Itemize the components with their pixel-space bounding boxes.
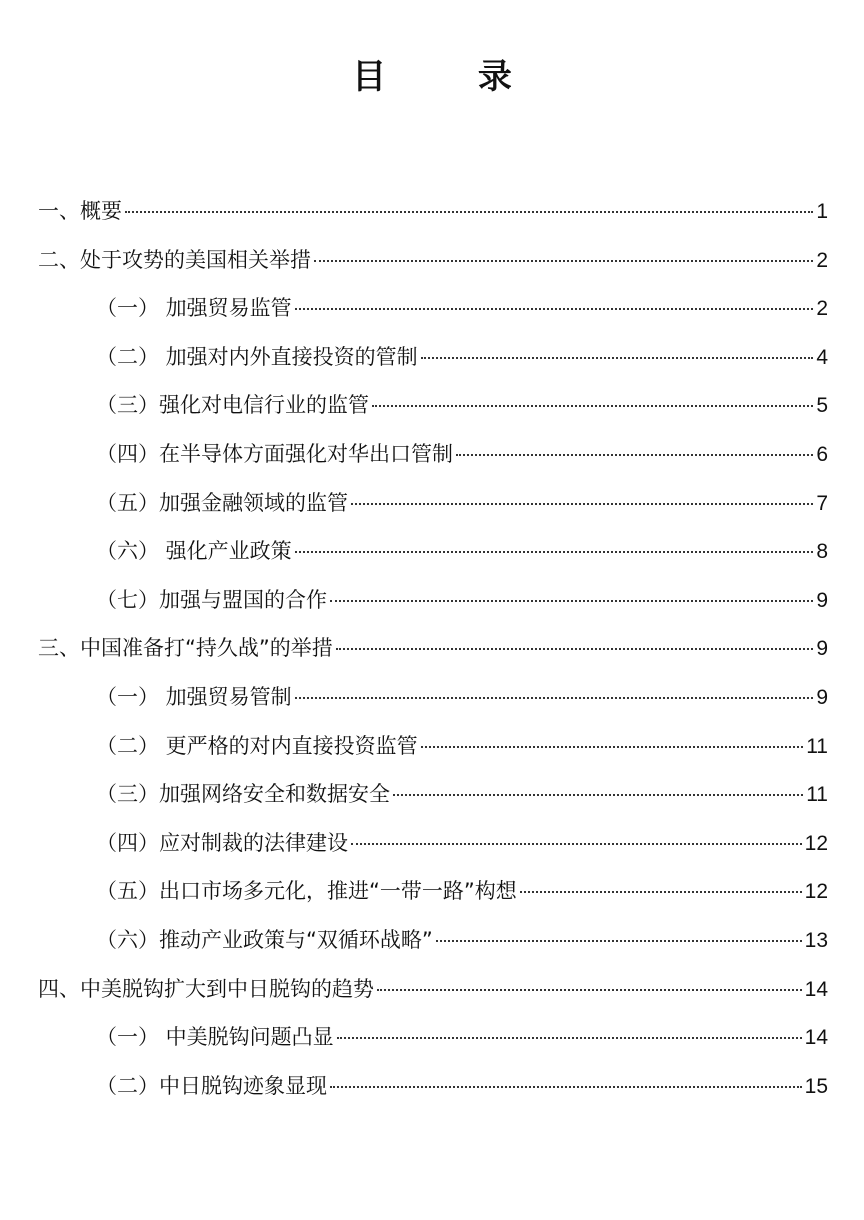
toc-entry-label: （六） 强化产业政策 — [96, 539, 292, 564]
toc-entry-page-number: 14 — [804, 1026, 828, 1050]
toc-entry-page-number: 4 — [816, 345, 828, 369]
toc-subsection-entry[interactable] — [38, 777, 828, 826]
toc-entry-page-number: 11 — [806, 734, 828, 758]
toc-entry-page-number: 5 — [816, 394, 828, 418]
toc-subsection-entry[interactable] — [38, 1020, 828, 1069]
toc-entry-label: （三）加强网络安全和数据安全 — [96, 782, 390, 807]
dot-leader — [295, 551, 814, 553]
toc-entry-label: （六）推动产业政策与“双循环战略” — [96, 927, 433, 952]
dot-leader — [337, 1037, 802, 1039]
toc-section-entry[interactable] — [38, 243, 828, 292]
toc-entry-label: （二）中日脱钩迹象显现 — [96, 1073, 327, 1098]
toc-entry-label: 四、中美脱钩扩大到中日脱钩的趋势 — [38, 976, 374, 1001]
dot-leader — [125, 211, 813, 213]
toc-subsection-entry[interactable] — [38, 486, 828, 535]
toc-subsection-entry[interactable] — [38, 923, 828, 972]
toc-entry-label: （三）强化对电信行业的监管 — [96, 393, 369, 418]
toc-subsection-entry[interactable] — [38, 874, 828, 923]
toc-entry-page-number: 9 — [816, 637, 828, 661]
toc-entry-page-number: 1 — [816, 200, 828, 223]
toc-entry-page-number: 2 — [816, 248, 828, 272]
toc-entry-page-number: 11 — [806, 783, 828, 807]
toc-section-entry[interactable] — [38, 631, 828, 680]
toc-entry-page-number: 12 — [804, 880, 828, 904]
dot-leader — [330, 600, 813, 602]
toc-entry-label: （一） 中美脱钩问题凸显 — [96, 1025, 334, 1050]
toc-entry-label: （五）出口市场多元化，推进“一带一路”构想 — [96, 879, 517, 904]
toc-subsection-entry[interactable] — [38, 388, 828, 437]
dot-leader — [421, 357, 814, 359]
dot-leader — [330, 1086, 802, 1088]
toc-entry-label: （七）加强与盟国的合作 — [96, 587, 327, 612]
toc-entry-label: 三、中国准备打“持久战”的举措 — [38, 636, 333, 661]
toc-subsection-entry[interactable] — [38, 680, 828, 729]
toc-subsection-entry[interactable] — [38, 1069, 828, 1118]
dot-leader — [377, 989, 802, 991]
dot-leader — [372, 405, 813, 407]
toc-entry-label: 一、概要 — [38, 199, 122, 223]
toc-entry-page-number: 9 — [816, 588, 828, 612]
dot-leader — [351, 843, 802, 845]
dot-leader — [295, 697, 814, 699]
toc-subsection-entry[interactable] — [38, 583, 828, 632]
toc-subsection-entry[interactable] — [38, 437, 828, 486]
toc-entry-label: （二） 加强对内外直接投资的管制 — [96, 344, 418, 369]
toc-entry-page-number: 8 — [816, 540, 828, 564]
toc-entry-page-number: 7 — [816, 491, 828, 515]
page-title: 目 录 — [352, 57, 552, 97]
toc-entry-label: （四）在半导体方面强化对华出口管制 — [96, 441, 453, 466]
toc-entry-page-number: 2 — [816, 297, 828, 321]
toc-entry-page-number: 6 — [816, 442, 828, 466]
toc-entry-page-number: 13 — [804, 928, 828, 952]
toc-entry-label: （二） 更严格的对内直接投资监管 — [96, 733, 418, 758]
dot-leader — [314, 260, 813, 262]
toc-entry-label: （一） 加强贸易管制 — [96, 684, 292, 709]
toc-section-entry[interactable] — [38, 972, 828, 1021]
toc-entry-label: （一） 加强贸易监管 — [96, 296, 292, 321]
toc-entry-label: 二、处于攻势的美国相关举措 — [38, 247, 311, 272]
dot-leader — [436, 940, 802, 942]
toc-subsection-entry[interactable] — [38, 729, 828, 778]
toc-subsection-entry[interactable] — [38, 534, 828, 583]
table-of-contents — [38, 194, 828, 1117]
toc-entry-label: （五）加强金融领域的监管 — [96, 490, 348, 515]
toc-subsection-entry[interactable] — [38, 340, 828, 389]
dot-leader — [351, 503, 813, 505]
toc-entry-label: （四）应对制裁的法律建设 — [96, 830, 348, 855]
toc-entry-page-number: 12 — [804, 831, 828, 855]
toc-entry-page-number: 15 — [804, 1074, 828, 1098]
toc-section-entry[interactable] — [38, 194, 828, 243]
toc-entry-page-number: 14 — [804, 977, 828, 1001]
toc-subsection-entry[interactable] — [38, 291, 828, 340]
dot-leader — [295, 308, 814, 310]
toc-subsection-entry[interactable] — [38, 826, 828, 875]
dot-leader — [393, 794, 803, 796]
dot-leader — [421, 746, 804, 748]
dot-leader — [456, 454, 813, 456]
toc-entry-page-number: 9 — [816, 685, 828, 709]
dot-leader — [520, 891, 802, 893]
dot-leader — [336, 648, 814, 650]
